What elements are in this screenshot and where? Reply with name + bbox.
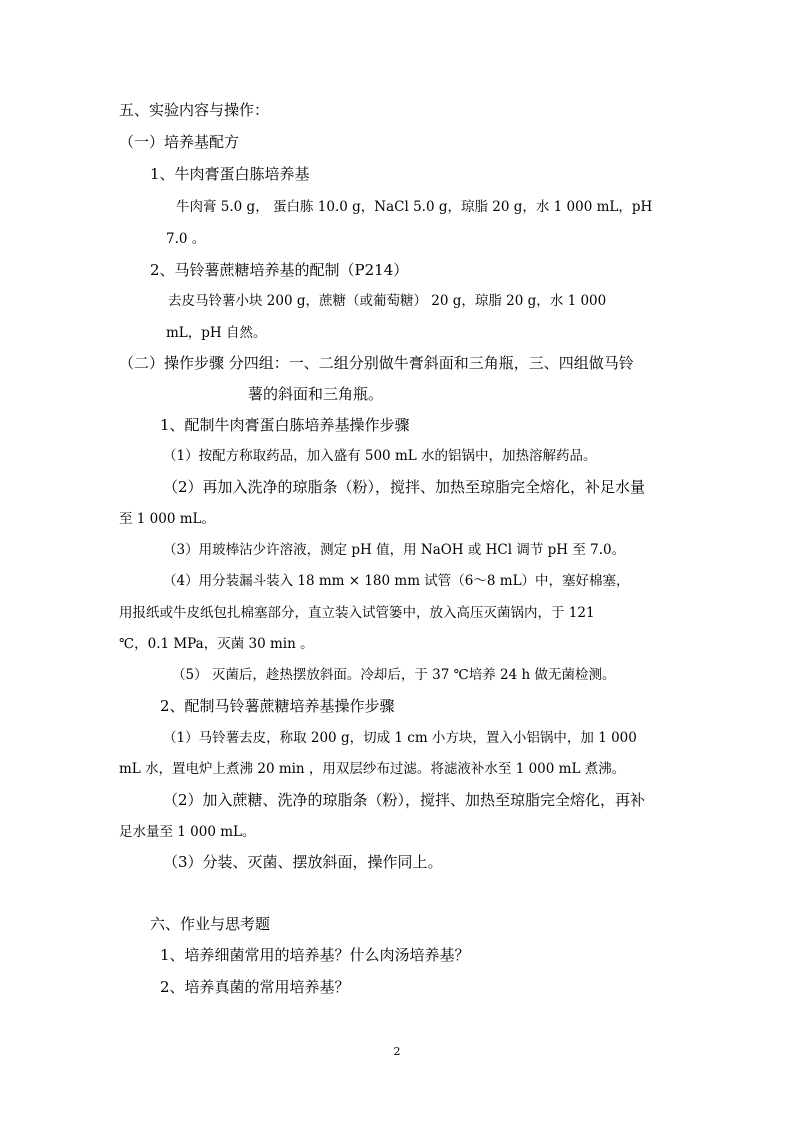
potato-step-3: （3）分装、灭菌、摆放斜面，操作同上。 xyxy=(163,853,443,871)
beef-step-4-line-1: （4）用分装漏斗装入 18 mm × 180 mm 试管（6～8 mL）中，塞好棉塞， xyxy=(163,573,630,589)
potato-step-1-line-1: （1）马铃薯去皮，称取 200 g，切成 1 cm 小方块，置入小铝锅中，加 1 000 xyxy=(163,730,637,746)
part-1-title: （一）培养基配方 xyxy=(119,133,240,151)
beef-step-1: （1）按配方称取药品，加入盛有 500 mL 水的铝锅中，加热溶解药品。 xyxy=(163,448,597,464)
item-1-title: 1、牛肉膏蛋白胨培养基 xyxy=(150,165,310,183)
sub-2-title: 2、配制马铃薯蔗糖培养基操作步骤 xyxy=(160,697,395,715)
page-number: 2 xyxy=(393,1045,401,1058)
sub-1-title: 1、配制牛肉膏蛋白胨培养基操作步骤 xyxy=(160,416,410,434)
potato-step-2-line-2: 足水量至 1 000 mL。 xyxy=(119,824,256,840)
section-5-heading: 五、实验内容与操作： xyxy=(119,101,270,119)
beef-step-2-line-2: 至 1 000 mL。 xyxy=(119,511,215,527)
potato-step-2-line-1: （2）加入蔗糖、洗净的琼脂条（粉），搅拌、加热至琼脂完全熔化，再补 xyxy=(163,791,646,809)
beef-step-3: （3）用玻棒沾少许溶液，测定 pH 值，用 NaOH 或 HCl 调节 pH 至 7.0。 xyxy=(163,542,626,558)
part-2-title-line-1: （二）操作步骤 分四组：一、二组分别做牛膏斜面和三角瓶，三、四组做马铃 xyxy=(119,354,634,372)
item-2-formula-line-2: mL，pH 自然。 xyxy=(166,325,267,341)
question-1: 1、培养细菌常用的培养基？什么肉汤培养基？ xyxy=(160,946,470,964)
section-6-heading: 六、作业与思考题 xyxy=(150,915,271,933)
beef-step-4-line-3: ℃，0.1 MPa，灭菌 30 min 。 xyxy=(119,636,314,652)
item-1-formula-line-2: 7.0 。 xyxy=(166,231,206,247)
question-2: 2、培养真菌的常用培养基？ xyxy=(160,978,350,996)
part-2-title-line-2: 薯的斜面和三角瓶。 xyxy=(248,385,384,403)
item-2-formula-line-1: 去皮马铃薯小块 200 g，蔗糖（或葡萄糖） 20 g，琼脂 20 g，水 1 000 xyxy=(168,293,607,309)
item-2-title: 2、马铃薯蔗糖培养基的配制（P214） xyxy=(150,261,409,279)
beef-step-2-line-1: （2）再加入洗净的琼脂条（粉），搅拌、加热至琼脂完全熔化，补足水量 xyxy=(163,478,646,496)
beef-step-5: （5） 灭菌后，趁热摆放斜面。冷却后，于 37 ℃培养 24 h 做无菌检测。 xyxy=(172,667,616,683)
potato-step-1-line-2: mL 水，置电炉上煮沸 20 min ，用双层纱布过滤。将滤液补水至 1 000 mL 煮沸。 xyxy=(119,761,626,777)
beef-step-4-line-2: 用报纸或牛皮纸包扎棉塞部分，直立装入试管篓中，放入高压灭菌锅内，于 121 xyxy=(119,605,595,621)
item-1-formula-line-1: 牛肉膏 5.0 g， 蛋白胨 10.0 g，NaCl 5.0 g，琼脂 20 g，水 1 000 mL，pH xyxy=(176,199,653,215)
